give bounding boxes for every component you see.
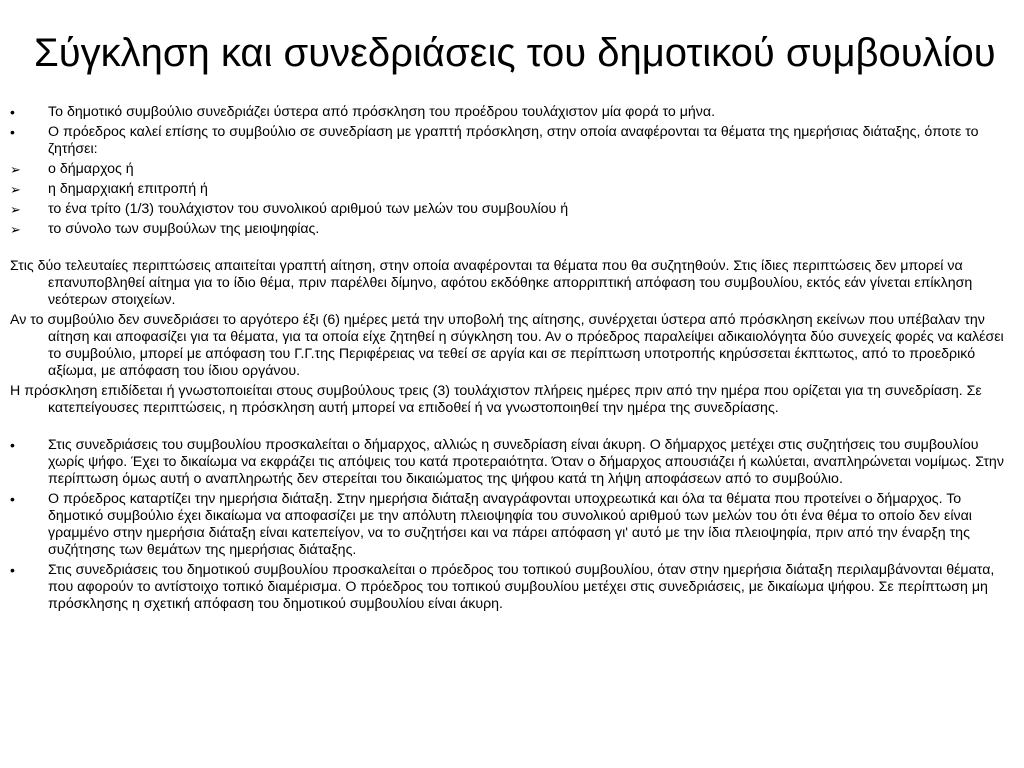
bullet-text: Στις συνεδριάσεις του συμβουλίου προσκαλείται ο δήμαρχος, αλλιώς η συνεδρίαση είναι άκυρη. Ο δήμαρχος μετέχει στις συζητήσεις του συμβουλίου χωρίς ψήφο. Έχει το δικαίωμα να εκφράζει τις απόψεις του κατά προτεραιότητα. Όταν ο δήμαρχος απουσιάζει ή κωλύεται, αναπληρώνεται νομίμως. Στην περίπτωση όμως αυτή ο αναπληρωτής δεν στερείται του δικαιώματος της ψήφου κατά τη λήψη αποφάσεων από το συμβούλιο. bbox=[48, 437, 1004, 487]
bullet-item bbox=[10, 124, 1010, 158]
paragraph: Αν το συμβούλιο δεν συνεδριάσει το αργότερο έξι (6) ημέρες μετά την υποβολή της αίτησης, συνέρχεται ύστερα από πρόσκληση εκείνων που υπέβαλαν την αίτηση και αποφασίζει για τα θέματα, για τα οποία είχε ζητηθεί η σύγκληση του. Αν ο πρόεδρος παραλείψει αδικαιολόγητα δύο συνεχείς φορές να καλέσει το συμβούλιο, μπορεί με απόφαση του Γ.Γ.της Περιφέρειας να τεθεί σε αργία και σε περίπτωση υποτροπής κηρύσσεται έκπτωτος, από το προεδρικό αξίωμα, με απόφαση του ίδιου οργάνου. bbox=[10, 312, 1004, 379]
spacer bbox=[10, 241, 1010, 258]
bullet-dot-icon: • bbox=[10, 562, 15, 578]
arrow-item bbox=[10, 161, 1010, 178]
arrow-bullet-icon: ➢ bbox=[10, 182, 21, 197]
arrow-item-text: η δημαρχιακή επιτροπή ή bbox=[48, 181, 208, 197]
paragraph: Στις δύο τελευταίες περιπτώσεις απαιτείται γραπτή αίτηση, στην οποία αναφέρονται τα θέματα που θα συζητηθούν. Στις ίδιες περιπτώσεις δεν μπορεί να επανυποβληθεί αίτημα για το ίδιο θέμα, πριν παρέλθει δίμηνο, αφότου εκδόθηκε απορριπτική απόφαση του συμβουλίου, εκτός εάν γίνεται επίκληση νεότερων στοιχείων. bbox=[10, 258, 973, 308]
bullet-text: Ο πρόεδρος καλεί επίσης το συμβούλιο σε συνεδρίαση με γραπτή πρόσκληση, στην οποία αναφέρονται τα θέματα της ημερήσιας διάταξης, όποτε το ζητήσει: bbox=[48, 124, 979, 157]
bullet-text: Το δημοτικό συμβούλιο συνεδριάζει ύστερα από πρόσκληση του προέδρου τουλάχιστον μία φορά το μήνα. bbox=[48, 104, 716, 120]
arrow-bullet-icon: ➢ bbox=[10, 222, 21, 237]
bullet-dot-icon: • bbox=[10, 124, 15, 140]
bullet-item bbox=[10, 562, 1010, 613]
bullet-text: Ο πρόεδρος καταρτίζει την ημερήσια διάταξη. Στην ημερήσια διάταξη αναγράφονται υποχρεωτικά και όλα τα θέματα που προτείνει ο δήμαρχος. Το δημοτικό συμβούλιο έχει δικαίωμα να αποφασίζει με την απόλυτη πλειοψηφία του συνολικού αριθμού των μελών του ότι ένα θέμα το οποίο δεν είναι γραμμένο στην ημερήσια διάταξη είναι κατεπείγον, να το συζητήσει και να πάρει απόφαση γι' αυτό με την ίδια πλειοψηφία, πριν από την έναρξη της συζήτησης των θεμάτων της ημερήσιας διάταξης. bbox=[48, 491, 972, 558]
arrow-item-text: το ένα τρίτο (1/3) τουλάχιστον του συνολικού αριθμού των μελών του συμβουλίου ή bbox=[48, 201, 569, 217]
bullet-item bbox=[10, 104, 1010, 121]
spacer bbox=[10, 420, 1010, 437]
arrow-item bbox=[10, 221, 1010, 238]
bullet-dot-icon: • bbox=[10, 491, 15, 507]
arrow-item-text: το σύνολο των συμβούλων της μειοψηφίας. bbox=[48, 221, 320, 237]
arrow-bullet-icon: ➢ bbox=[10, 162, 21, 177]
slide-body bbox=[10, 104, 1010, 616]
bullet-item bbox=[10, 437, 1010, 488]
arrow-item bbox=[10, 201, 1010, 218]
paragraph: Η πρόσκληση επιδίδεται ή γνωστοποιείται στους συμβούλους τρεις (3) τουλάχιστον πλήρεις ημέρες πριν από την ημέρα που ορίζεται για τη συνεδρίαση. Σε κατεπείγουσες περιπτώσεις, η πρόσκληση αυτή μπορεί να επιδοθεί ή να γνωστοποιηθεί την ημέρα της συνεδρίασης. bbox=[10, 383, 982, 416]
arrow-item bbox=[10, 181, 1010, 198]
bullet-dot-icon: • bbox=[10, 104, 15, 120]
arrow-item-text: ο δήμαρχος ή bbox=[48, 161, 134, 177]
bullet-dot-icon: • bbox=[10, 437, 15, 453]
arrow-bullet-icon: ➢ bbox=[10, 202, 21, 217]
bullet-item bbox=[10, 491, 1010, 559]
bullet-text: Στις συνεδριάσεις του δημοτικού συμβουλίου προσκαλείται ο πρόεδρος του τοπικού συμβουλίου, όταν στην ημερήσια διάταξη περιλαμβάνονται θέματα, που αφορούν το αντίστοιχο τοπικό διαμέρισμα. Ο πρόεδρος του τοπικού συμβουλίου μετέχει στις συνεδριάσεις, με δικαίωμα ψήφου. Σε περίπτωση μη πρόσκλησης η σχετική απόφαση του δημοτικού συμβουλίου είναι άκυρη. bbox=[48, 562, 995, 612]
slide-title: Σύγκληση και συνεδριάσεις του δημοτικού συμβουλίου bbox=[34, 31, 996, 75]
